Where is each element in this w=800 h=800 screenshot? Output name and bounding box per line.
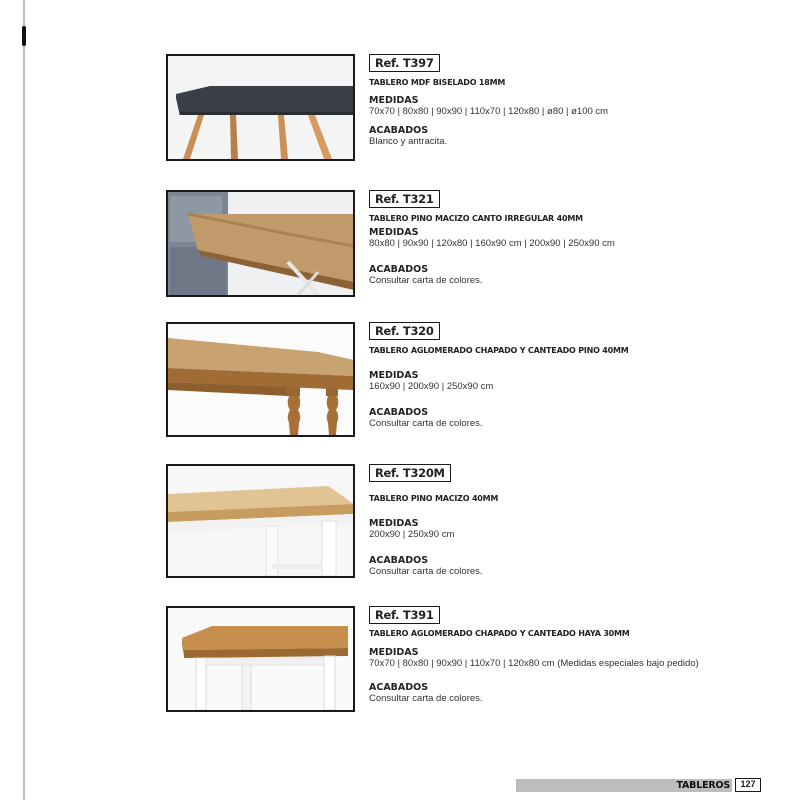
product-t391 (166, 606, 766, 716)
product-description: TABLERO MDF BISELADO 18MM (369, 78, 506, 87)
product-ref: Ref. T320M (369, 464, 451, 482)
measures-label: MEDIDAS (369, 647, 419, 658)
finishes-label: ACABADOS (369, 682, 429, 693)
measures-label: MEDIDAS (369, 95, 419, 106)
measures-value: 160x90 | 200x90 | 250x90 cm (369, 381, 494, 392)
measures-value: 200x90 | 250x90 cm (369, 529, 455, 540)
measures-label: MEDIDAS (369, 227, 419, 238)
finishes-value: Consultar carta de colores. (369, 693, 483, 704)
product-description: TABLERO AGLOMERADO CHAPADO Y CANTEADO PINO 40MM (369, 346, 629, 355)
measures-value: 70x70 | 80x80 | 90x90 | 110x70 | 120x80 | ø80 | ø100 cm (369, 106, 609, 117)
product-t320 (166, 322, 766, 432)
product-description: TABLERO AGLOMERADO CHAPADO Y CANTEADO HAYA 30MM (369, 629, 630, 638)
measures-label: MEDIDAS (369, 370, 419, 381)
finishes-label: ACABADOS (369, 264, 429, 275)
product-t320m (166, 464, 766, 577)
product-image-t391 (166, 606, 355, 712)
finishes-label: ACABADOS (369, 125, 429, 136)
product-image-t321 (166, 190, 355, 297)
product-image-t397 (166, 54, 355, 161)
page-spine-line (23, 0, 25, 800)
measures-label: MEDIDAS (369, 518, 419, 529)
product-t397 (166, 54, 766, 164)
product-t321 (166, 190, 766, 300)
measures-value: 80x80 | 90x90 | 120x80 | 160x90 cm | 200x90 | 250x90 cm (369, 238, 615, 249)
product-ref: Ref. T391 (369, 606, 440, 624)
product-description: TABLERO PINO MACIZO 40MM (369, 494, 499, 503)
product-ref: Ref. T320 (369, 322, 440, 340)
finishes-label: ACABADOS (369, 555, 429, 566)
product-ref: Ref. T397 (369, 54, 440, 72)
product-description: TABLERO PINO MACIZO CANTO IRREGULAR 40MM (369, 214, 583, 223)
spine-marker (22, 26, 26, 46)
measures-value: 70x70 | 80x80 | 90x90 | 110x70 | 120x80 cm (Medidas especiales bajo pedido) (369, 658, 699, 669)
product-image-t320m (166, 464, 355, 578)
product-image-t320 (166, 322, 355, 437)
finishes-value: Consultar carta de colores. (369, 275, 483, 286)
footer-section-title: TABLEROS (676, 780, 730, 791)
product-ref: Ref. T321 (369, 190, 440, 208)
page-number: 127 (735, 778, 761, 792)
finishes-value: Blanco y antracita. (369, 136, 448, 147)
finishes-label: ACABADOS (369, 407, 429, 418)
finishes-value: Consultar carta de colores. (369, 566, 483, 577)
finishes-value: Consultar carta de colores. (369, 418, 483, 429)
